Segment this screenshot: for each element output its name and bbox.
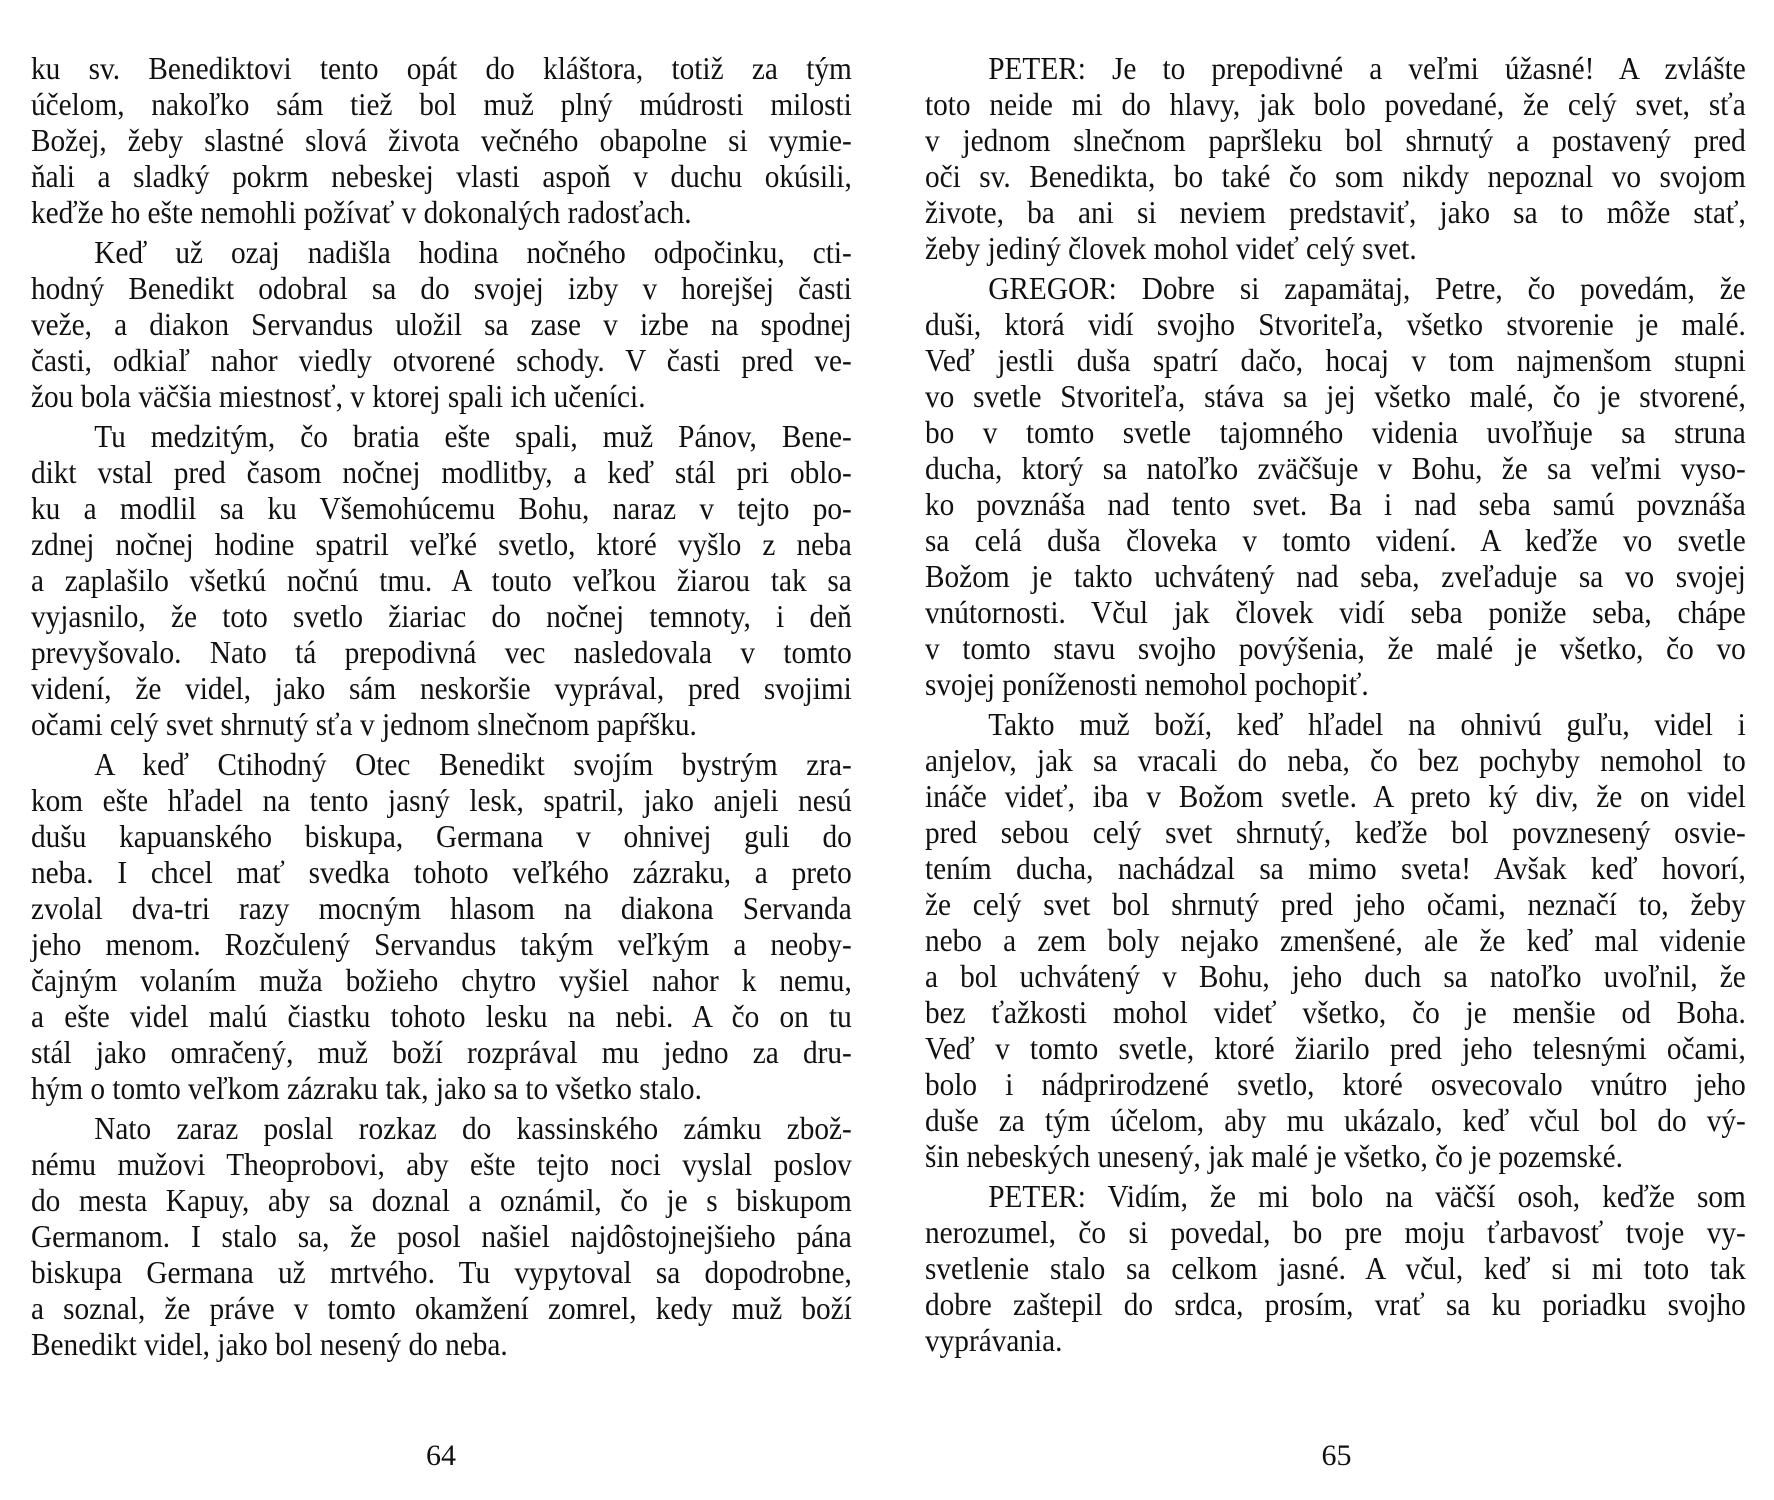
text-line: očami celý svet shrnutý sťa v jednom slnečnom papŕšku. [31, 707, 697, 742]
text-line: hým o tomto veľkom zázraku tak, jako sa to všetko stalo. [31, 1071, 702, 1106]
text-line: ku a modlil sa ku Všemohúcemu Bohu, naraz v tejto po- [31, 491, 852, 526]
page-number-right: 65 [1321, 1439, 1352, 1472]
text-line: ko povznáša nad tento svet. Ba i nad seba samú povznáša [925, 487, 1746, 522]
text-line: anjelov, jak sa vracali do neba, čo bez pochyby nemohol to [925, 743, 1746, 778]
text-line: ináče videť, iba v Božom svetle. A preto ký div, že on videl [925, 779, 1746, 814]
text-line: bez ťažkosti mohol videť všetko, čo je menšie od Boha. [925, 995, 1746, 1030]
text-line: v tomto stavu svojho povýšenia, že malé je všetko, čo vo [925, 631, 1746, 666]
text-line: ducha, ktorý sa natoľko zväčšuje v Bohu, že sa veľmi vyso- [925, 451, 1746, 486]
paragraph [31, 51, 852, 231]
paragraph [925, 271, 1746, 703]
text-line: Takto muž boží, keď hľadel na ohnivú guľu, videl i [988, 707, 1746, 742]
text-line: veže, a diakon Servandus uložil sa zase v izbe na spodnej [31, 307, 852, 342]
text-line: vyprávania. [925, 1323, 1063, 1358]
text-line: bo v tomto svetle tajomného videnia uvoľňuje sa struna [925, 415, 1746, 450]
paragraph [925, 1179, 1746, 1359]
text-line: jeho menom. Rozčulený Servandus takým veľkým a neoby- [31, 927, 852, 962]
text-line: bolo i nádprirodzené svetlo, ktoré osvecovalo vnútro jeho [925, 1067, 1746, 1102]
text-line: a soznal, že práve v tomto okamžení zomrel, kedy muž boží [31, 1291, 852, 1326]
text-line: nebo a zem boly nejako zmenšené, ale že keď mal videnie [925, 923, 1746, 958]
text-line: zvolal dva-tri razy mocným hlasom na diakona Servanda [31, 891, 852, 926]
text-line: do mesta Kapuy, aby sa doznal a oznámil, čo je s biskupom [31, 1183, 852, 1218]
text-line: nému mužovi Theoprobovi, aby ešte tejto noci vyslal poslov [31, 1147, 852, 1182]
paragraph [925, 51, 1746, 267]
text-line: neba. I chcel mať svedka tohoto veľkého zázraku, a preto [31, 855, 852, 890]
text-line: biskupa Germana už mrtvého. Tu vypytoval sa dopodrobne, [31, 1255, 852, 1290]
paragraph [31, 419, 852, 743]
text-line: Božom je takto uchvátený nad seba, zveľaduje sa vo svojej [925, 559, 1746, 594]
text-line: GREGOR: Dobre si zapamätaj, Petre, čo povedám, že [988, 271, 1746, 306]
text-line: vnútornosti. Včul jak človek vidí seba poniže seba, chápe [925, 595, 1746, 630]
text-line: Božej, žeby slastné slová života večného obapolne si vymie- [31, 123, 852, 158]
text-line: Benedikt videl, jako bol nesený do neba. [31, 1327, 508, 1362]
text-line: žou bola väčšia miestnosť, v ktorej spali ich učeníci. [31, 379, 646, 414]
text-line: žeby jediný človek mohol videť celý svet. [925, 231, 1417, 266]
text-line: Keď už ozaj nadišla hodina nočného odpočinku, cti- [94, 235, 852, 270]
text-line: v jednom slnečnom papršleku bol shrnutý a postavený pred [925, 123, 1746, 158]
text-line: Veď jestli duša spatrí dačo, hocaj v tom najmenšom stupni [925, 343, 1746, 378]
text-line: vyjasnilo, že toto svetlo žiariac do nočnej temnoty, i deň [31, 599, 852, 634]
left-page [31, 0, 852, 1500]
text-line: stál jako omračený, muž boží rozprával mu jedno za dru- [31, 1035, 852, 1070]
text-line: živote, ba ani si neviem predstaviť, jako sa to môže stať, [925, 195, 1746, 230]
text-line: keďže ho ešte nemohli požívať v dokonalých radosťach. [31, 195, 692, 230]
text-line: a ešte videl malú čiastku tohoto lesku na nebi. A čo on tu [31, 999, 852, 1034]
text-line: duši, ktorá vidí svojho Stvoriteľa, všetko stvorenie je malé. [925, 307, 1746, 342]
text-line: Nato zaraz poslal rozkaz do kassinského zámku zbož- [94, 1111, 852, 1146]
paragraph [925, 707, 1746, 1175]
text-line: videní, že videl, jako sám neskoršie vyprával, pred svojimi [31, 671, 852, 706]
text-line: A keď Ctihodný Otec Benedikt svojím bystrým zra- [94, 747, 852, 782]
text-line: PETER: Je to prepodivné a veľmi úžasné! A zvlášte [988, 51, 1746, 86]
text-line: duše za tým účelom, aby mu ukázalo, keď včul bol do vý- [925, 1103, 1746, 1138]
text-line: časti, odkiaľ nahor viedly otvorené schody. V časti pred ve- [31, 343, 852, 378]
text-line: dušu kapuanského biskupa, Germana v ohnivej guli do [31, 819, 852, 854]
text-line: zdnej nočnej hodine spatril veľké svetlo, ktoré vyšlo z neba [31, 527, 852, 562]
left-page-text [31, 51, 852, 1367]
text-line: Veď v tomto svetle, ktoré žiarilo pred jeho telesnými očami, [925, 1031, 1746, 1066]
text-line: tením ducha, nachádzal sa mimo sveta! Avšak keď hovorí, [925, 851, 1746, 886]
text-line: čajným volaním muža božieho chytro vyšiel nahor k nemu, [31, 963, 852, 998]
text-line: nerozumel, čo si povedal, bo pre moju ťarbavosť tvoje vy- [925, 1215, 1746, 1250]
page-number-left: 64 [426, 1439, 456, 1472]
text-line: že celý svet bol shrnutý pred jeho očami, neznačí to, žeby [925, 887, 1746, 922]
text-line: hodný Benedikt odobral sa do svojej izby v horejšej časti [31, 271, 852, 306]
text-line: ňali a sladký pokrm nebeskej vlasti aspoň v duchu okúsili, [31, 159, 852, 194]
text-line: PETER: Vidím, že mi bolo na väčší osoh, keďže som [988, 1179, 1746, 1214]
text-line: Tu medzitým, čo bratia ešte spali, muž Pánov, Bene- [94, 419, 852, 454]
text-line: dobre zaštepil do srdca, prosím, vrať sa ku poriadku svojho [925, 1287, 1746, 1322]
text-line: a bol uchvátený v Bohu, jeho duch sa natoľko uvoľnil, že [925, 959, 1746, 994]
text-line: vo svetle Stvoriteľa, stáva sa jej všetko malé, čo je stvorené, [925, 379, 1746, 414]
text-line: svojej poníženosti nemohol pochopiť. [925, 667, 1369, 702]
text-line: svetlenie stalo sa celkom jasné. A včul, keď si mi toto tak [925, 1251, 1746, 1286]
text-line: prevyšovalo. Nato tá prepodivná vec nasledovala v tomto [31, 635, 852, 670]
text-line: účelom, nakoľko sám tiež bol muž plný múdrosti milosti [31, 87, 852, 122]
text-line: pred sebou celý svet shrnutý, keďže bol povznesený osvie- [925, 815, 1746, 850]
paragraph [31, 747, 852, 1107]
right-page [925, 0, 1746, 1500]
text-line: oči sv. Benedikta, bo také čo som nikdy nepoznal vo svojom [925, 159, 1746, 194]
paragraph [31, 1111, 852, 1363]
text-line: kom ešte hľadel na tento jasný lesk, spatril, jako anjeli nesú [31, 783, 852, 818]
paragraph [31, 235, 852, 415]
text-line: Germanom. I stalo sa, že posol našiel najdôstojnejšieho pána [31, 1219, 852, 1254]
text-line: a zaplašilo všetkú nočnú tmu. A touto veľkou žiarou tak sa [31, 563, 852, 598]
text-line: dikt vstal pred časom nočnej modlitby, a keď stál pri oblo- [31, 455, 852, 490]
text-line: sa celá duša človeka v tomto videní. A keďže vo svetle [925, 523, 1746, 558]
text-line: šin nebeských unesený, jak malé je všetko, čo je pozemské. [925, 1139, 1623, 1174]
text-line: toto neide mi do hlavy, jak bolo povedané, že celý svet, sťa [925, 87, 1746, 122]
right-page-text [925, 51, 1746, 1363]
text-line: ku sv. Benediktovi tento opát do kláštora, totiž za tým [31, 51, 852, 86]
